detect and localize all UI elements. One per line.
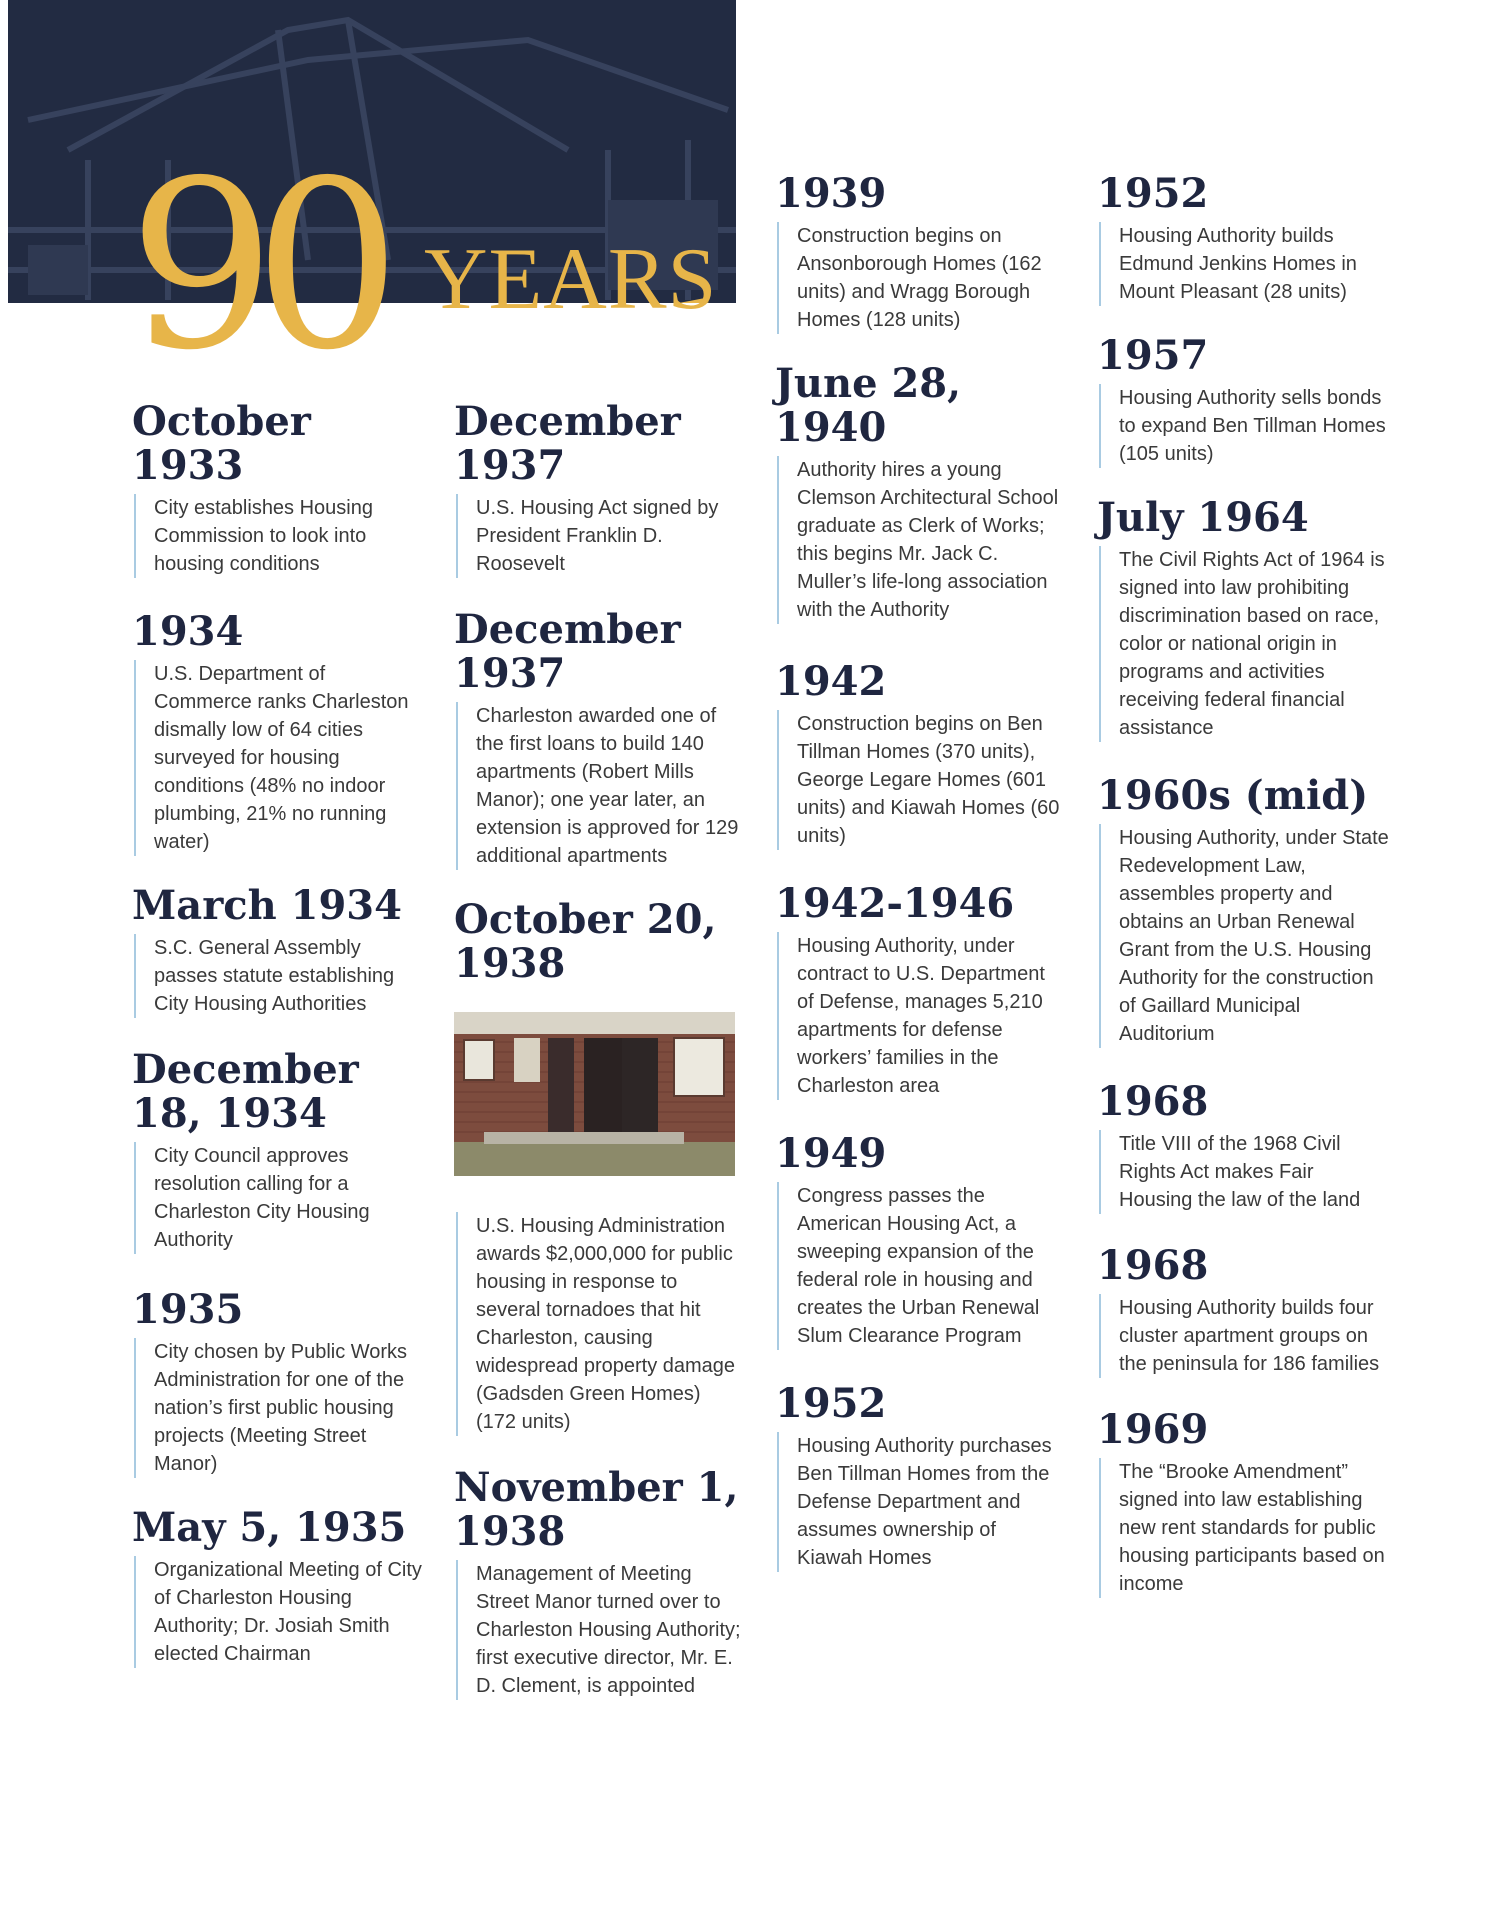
entry-description: The “Brooke Amendment” signed into law establishing new rent standards for public housing participants based on income [1099,1458,1392,1598]
entry-date: 1952 [775,1380,887,1427]
entry-date: May 5, 1935 [132,1504,407,1551]
timeline-entry [1097,172,1392,306]
entry-description: Construction begins on Ben Tillman Homes (370 units), George Legare Homes (601 units) and Kiawah Homes (60 units) [777,710,1065,850]
entry-date: December 1937 [454,398,681,489]
entry-date: 1969 [1097,1406,1209,1453]
entry-description: Construction begins on Ansonborough Homes (162 units) and Wragg Borough Homes (128 units) [777,222,1065,334]
entry-description: Housing Authority, under State Redevelopment Law, assembles property and obtains an Urban Renewal Grant from the U.S. Housing Authority for the construction of Gaillard Municipal Auditorium [1099,824,1392,1048]
entry-date: 1935 [132,1286,244,1333]
entry-description: Authority hires a young Clemson Architectural School graduate as Clerk of Works; this begins Mr. Jack C. Muller’s life-long association with the Authority [777,456,1065,624]
entry-date: 1968 [1097,1242,1209,1289]
timeline-entry [1097,1080,1392,1214]
housing-photo [454,1012,735,1176]
timeline-entry [132,884,422,1018]
entry-description: U.S. Department of Commerce ranks Charleston dismally low of 64 cities surveyed for housing conditions (48% no indoor plumbing, 21% no running water) [134,660,422,856]
years-word: YEARS [424,231,718,328]
entry-description: Title VIII of the 1968 Civil Rights Act makes Fair Housing the law of the land [1099,1130,1392,1214]
entry-date: December 1937 [454,606,681,697]
timeline-entry [775,1382,1065,1572]
timeline-entry [132,1048,422,1254]
entry-date: June 28, 1940 [775,360,962,451]
entry-date: 1934 [132,608,244,655]
entry-date: 1957 [1097,332,1209,379]
timeline-column-3 [775,172,1065,1572]
timeline-entry [1097,334,1392,468]
entry-date: 1949 [775,1130,887,1177]
timeline-entry [132,1288,422,1478]
timeline-entry [454,400,744,578]
timeline-entry [454,898,744,1436]
entry-description: Management of Meeting Street Manor turned over to Charleston Housing Authority; first executive director, Mr. E. D. Clement, is appointed [456,1560,744,1700]
timeline-column-1 [132,400,422,1668]
entry-description: City chosen by Public Works Administration for one of the nation’s first public housing projects (Meeting Street Manor) [134,1338,422,1478]
timeline-entry [1097,496,1392,742]
entry-description: City establishes Housing Commission to look into housing conditions [134,494,422,578]
entry-date: November 1, 1938 [454,1464,739,1555]
entry-description: Housing Authority sells bonds to expand Ben Tillman Homes (105 units) [1099,384,1392,468]
timeline-column-2 [454,400,744,1700]
entry-description: Housing Authority builds four cluster apartment groups on the peninsula for 186 families [1099,1294,1392,1378]
entry-description: Congress passes the American Housing Act, a sweeping expansion of the federal role in housing and creates the Urban Renewal Slum Clearance Program [777,1182,1065,1350]
entry-date: 1939 [775,170,887,217]
timeline-entry [775,660,1065,850]
entry-description: Housing Authority, under contract to U.S. Department of Defense, manages 5,210 apartments for defense workers’ families in the Charleston area [777,932,1065,1100]
entry-date: October 20, 1938 [454,896,717,987]
timeline-entry [1097,1244,1392,1378]
timeline-column-4 [1097,172,1392,1598]
entry-description: City Council approves resolution calling for a Charleston City Housing Authority [134,1142,422,1254]
entry-description: S.C. General Assembly passes statute establishing City Housing Authorities [134,934,422,1018]
timeline-entry [1097,774,1392,1048]
entry-description: The Civil Rights Act of 1964 is signed into law prohibiting discrimination based on race, color or national origin in programs and activities receiving federal financial assistance [1099,546,1392,742]
timeline-entry [132,610,422,856]
entry-date: 1968 [1097,1078,1209,1125]
ninety-numeral: 90 [128,131,380,401]
timeline-entry [775,172,1065,334]
entry-description: Housing Authority purchases Ben Tillman Homes from the Defense Department and assumes ownership of Kiawah Homes [777,1432,1065,1572]
entry-date: 1952 [1097,170,1209,217]
timeline-entry [132,400,422,578]
entry-date: 1960s (mid) [1097,772,1369,819]
timeline-entry [454,608,744,870]
timeline-entry [1097,1408,1392,1598]
entry-description: U.S. Housing Administration awards $2,000,000 for public housing in response to several tornadoes that hit Charleston, causing widespread property damage (Gadsden Green Homes) (172 units) [456,1212,744,1436]
entry-description: U.S. Housing Act signed by President Franklin D. Roosevelt [456,494,744,578]
timeline-entry [775,1132,1065,1350]
entry-date: July 1964 [1097,494,1309,541]
brick-building-photo-image [454,1012,735,1176]
entry-date: 1942-1946 [775,880,1015,927]
timeline-entry [132,1506,422,1668]
timeline-entry [454,1466,744,1700]
entry-description: Charleston awarded one of the first loans to build 140 apartments (Robert Mills Manor); one year later, an extension is approved for 129 additional apartments [456,702,744,870]
timeline-entry [775,882,1065,1100]
timeline-entry [775,362,1065,624]
entry-date: October 1933 [132,398,311,489]
entry-date: March 1934 [132,882,402,929]
entry-date: 1942 [775,658,887,705]
entry-description: Housing Authority builds Edmund Jenkins Homes in Mount Pleasant (28 units) [1099,222,1392,306]
entry-date: December 18, 1934 [132,1046,359,1137]
entry-description: Organizational Meeting of City of Charleston Housing Authority; Dr. Josiah Smith elected Chairman [134,1556,422,1668]
